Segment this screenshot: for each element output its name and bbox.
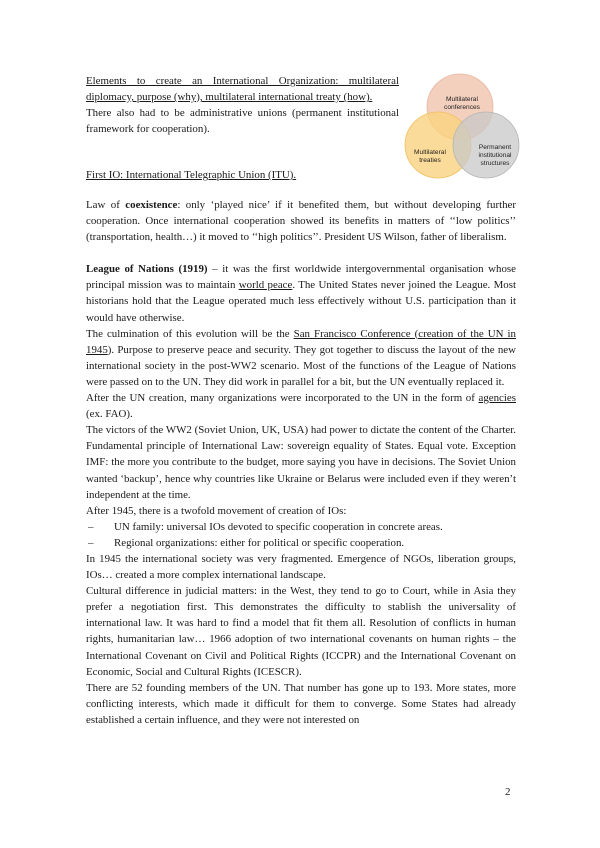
intro-block bbox=[86, 73, 399, 137]
admin-unions-paragraph: There also had to be administrative unions (permanent institutional framework for cooperation). bbox=[86, 107, 399, 136]
league-paragraph bbox=[86, 261, 516, 325]
venn-label-treaties-2: treaties bbox=[419, 157, 441, 164]
founding-paragraph: There are 52 founding members of the UN. That number has gone up to 193. More states, more conflicting interests, which made it difficult for them to converge. Some States had already established a certain influence, and they were not interested on bbox=[86, 681, 516, 726]
paragraph-gap bbox=[86, 245, 516, 261]
dash-bullet: – bbox=[88, 536, 94, 549]
league-text-1: – it was the first worldwide intergovernmental organisation whose principal mission was to maintain bbox=[86, 263, 517, 292]
agencies-pre: After the UN creation, many organizations were incorporated to the UN in the form of bbox=[86, 392, 479, 405]
list-item bbox=[86, 535, 516, 551]
venn-label-structures-3: structures bbox=[480, 160, 510, 167]
venn-label-structures-1: Permanent bbox=[478, 144, 512, 151]
league-text-2: . The United States never joined the League. Most historians hold that the League operated much less effectively without U.S. participation than it would have otherwise. bbox=[86, 279, 516, 324]
sf-pre: The culmination of this evolution will be the bbox=[86, 327, 294, 340]
coexistence-term: coexistence bbox=[125, 199, 178, 211]
fragmented-paragraph: In 1945 the international society was very fragmented. Emergence of NGOs, liberation groups, IOs… created a more complex international landscape. bbox=[86, 552, 516, 582]
twofold-paragraph: After 1945, there is a twofold movement of creation of IOs: bbox=[86, 504, 347, 517]
list-item bbox=[86, 519, 516, 535]
agencies-link[interactable]: agencies bbox=[478, 392, 516, 405]
coexistence-pre: Law of bbox=[86, 199, 126, 211]
venn-label-structures-2: institutional bbox=[478, 152, 512, 159]
league-term: League of Nations (1919) bbox=[86, 263, 208, 276]
agencies-post: (ex. FAO). bbox=[86, 408, 133, 421]
coexistence-text: : only ‘played nice’ if it benefited them, but without developing further cooperation. Once international cooperation showed its benefits in matters of ‘‘low politics’’ (transportation, health…) it moved to ‘‘high politics’’. President US Wilson, father of liberalism. bbox=[86, 199, 516, 244]
sf-post: ). Purpose to preserve peace and security. They got together to discuss the layout of the new international society in the post-WW2 scenario. Most of the functions of the League of Nations were passed on to the UN. They did work in parallel for a bit, but the UN eventually replaced it. bbox=[86, 343, 516, 388]
main-body bbox=[86, 197, 516, 728]
cultural-paragraph: Cultural difference in judicial matters: in the West, they tend to go to Court, while in Asia they prefer a negotiation first. This demonstrates the difficulty to stablish the universality of international law. It was hard to find a model that fit them all. Resolution of conflicts in human rights, humanitarian law… 1966 adoption of two international covenants on human rights – the International Covenant on Civil and Political Rights (ICCPR) and the International Covenant on Economic, Social and Cultural Rights (ICESCR). bbox=[86, 585, 516, 678]
list-item-text: UN family: universal IOs devoted to specific cooperation in concrete areas. bbox=[114, 520, 443, 533]
dash-bullet: – bbox=[88, 520, 94, 533]
venn-label-conferences-2: conferences bbox=[444, 104, 480, 111]
san-francisco-paragraph bbox=[86, 326, 516, 390]
venn-diagram bbox=[398, 73, 528, 183]
list-item-text: Regional organizations: either for political or specific cooperation. bbox=[114, 536, 405, 549]
itu-block bbox=[86, 167, 399, 183]
coexistence-paragraph bbox=[86, 197, 516, 245]
venn-label-treaties-1: Multilateral bbox=[414, 149, 446, 156]
san-francisco-link[interactable]: San Francisco Conference (creation of the UN in 1945 bbox=[86, 327, 516, 356]
elements-heading: Elements to create an International Organization: multilateral diplomacy, purpose (why), multilateral international treaty (how). bbox=[86, 75, 399, 104]
page-number: 2 bbox=[505, 786, 511, 798]
venn-label-conferences-1: Multilateral bbox=[446, 96, 478, 103]
agencies-paragraph bbox=[86, 390, 516, 422]
world-peace-link[interactable]: world peace bbox=[238, 279, 293, 292]
victors-paragraph: The victors of the WW2 (Soviet Union, UK, USA) had power to dictate the content of the Charter. Fundamental principle of International Law: sovereign equality of States. Equal vote. Exception IMF: the more you contribute to the budget, more saying you have in decisions. The Soviet Union wanted ‘backup’, hence why countries like Ukraine or Belarus were included even if they weren’t independent at the time. bbox=[86, 424, 516, 501]
itu-heading: First IO: International Telegraphic Union (ITU). bbox=[86, 169, 297, 181]
